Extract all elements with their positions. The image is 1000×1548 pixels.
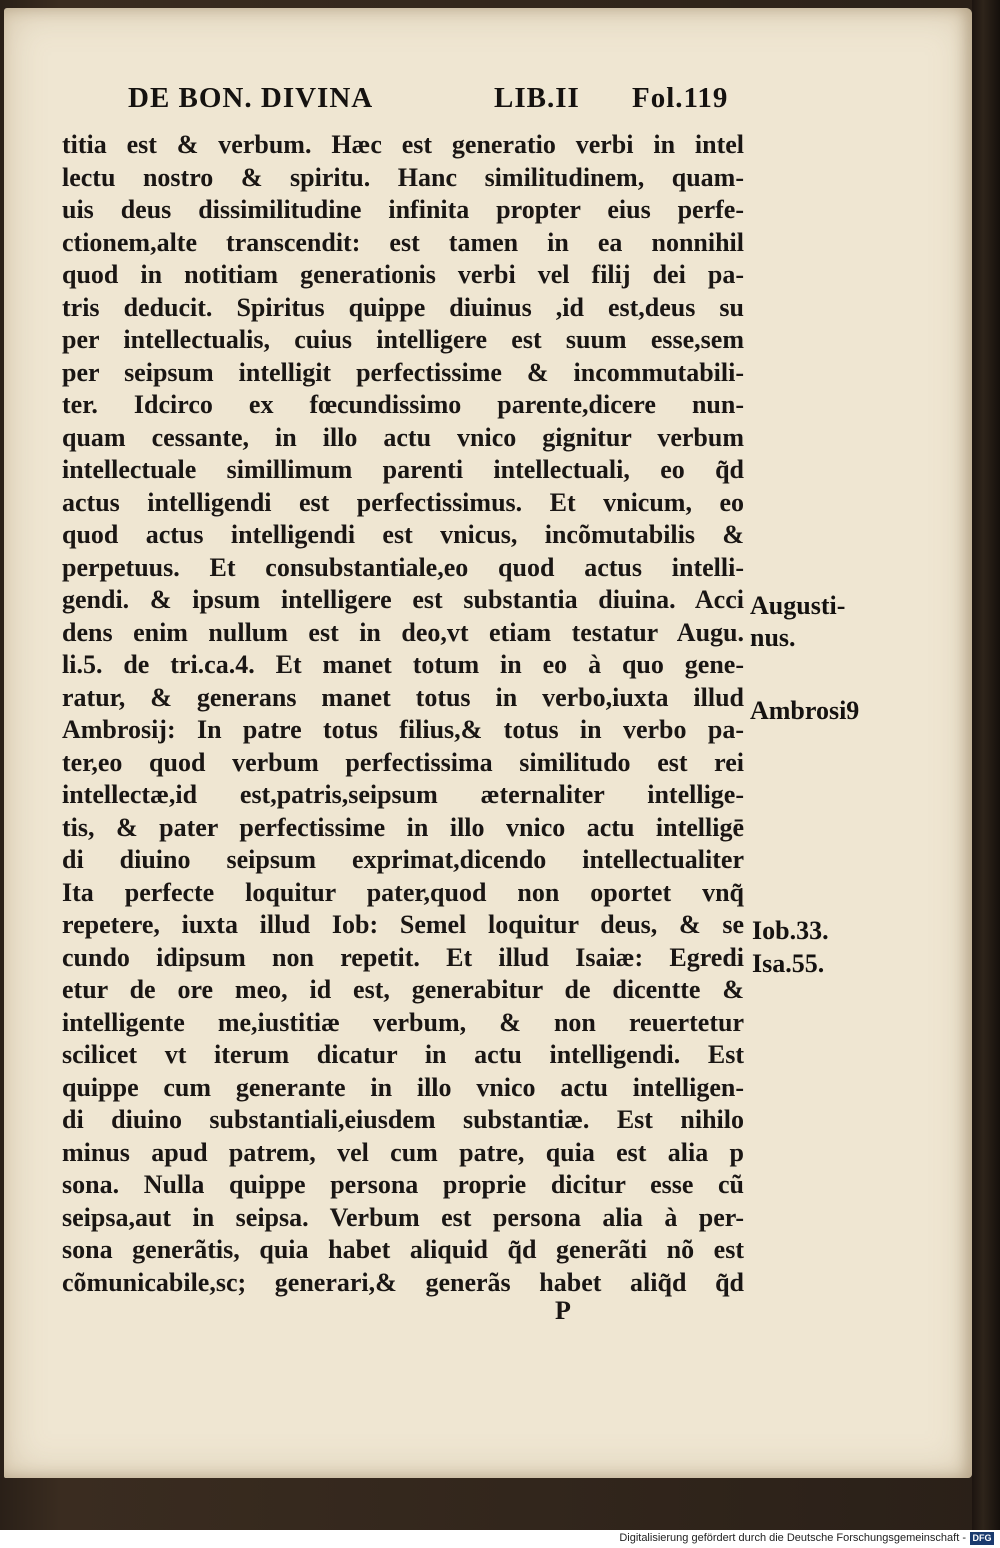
text-line: per seipsum intelligit perfectissime & incommutabili- [62, 357, 744, 387]
signature-mark: P [555, 1296, 571, 1325]
text-line: di diuino seipsum exprimat,dicendo intellectualiter [62, 845, 744, 874]
footer-credit: Digitalisierung gefördert durch die Deutsche Forschungsgemeinschaft - [619, 1532, 966, 1544]
text-line: etur de ore meo, id est, generabitur de dicentte & [62, 975, 744, 1004]
margin-note-isa: Isa.55. [752, 949, 825, 978]
text-line: cõmunicabile,sc; generari,& generãs habet aliq̃d q̃d [62, 1267, 744, 1297]
text-line: quod actus intelligendi est vnicus, incõmutabilis & [62, 520, 744, 549]
text-line: quod in notitiam generationis verbi vel filij dei pa- [62, 260, 744, 289]
dfg-logo: DFG [970, 1532, 994, 1545]
text-line: tis, & pater perfectissime in illo vnico actu intelligē [62, 812, 744, 842]
text-line: quam cessante, in illo actu vnico gignitur verbum [62, 422, 744, 452]
scan-edge [972, 0, 1000, 1530]
text-line: scilicet vt iterum dicatur in actu intelligendi. Est [62, 1040, 744, 1069]
text-line: li.5. de tri.ca.4. Et manet totum in eo à quo gene- [62, 650, 744, 679]
text-line: dens enim nullum est in deo,vt etiam testatur Augu. [62, 617, 744, 647]
text-line: Ambrosij: In patre totus filius,& totus in verbo pa- [62, 715, 744, 744]
text-line: minus apud patrem, vel cum patre, quia est alia p [62, 1137, 744, 1167]
text-line: sona generãtis, quia habet aliquid q̃d generãti nõ est [62, 1235, 744, 1264]
text-line: intelligente me,iustitiæ verbum, & non reuertetur [62, 1007, 744, 1037]
text-line: Ita perfecte loquitur pater,quod non oportet vnq̃ [62, 877, 744, 907]
text-line: lectu nostro & spiritu. Hanc similitudinem, quam- [62, 162, 744, 192]
body-text [62, 129, 744, 1299]
text-line: per intellectualis, cuius intelligere est suum esse,sem [62, 325, 744, 354]
text-line: perpetuus. Et consubstantiale,eo quod actus intelli- [62, 552, 744, 582]
margin-note-ambrosius: Ambrosi9 [750, 696, 860, 725]
text-line: di diuino substantiali,eiusdem substantiæ. Est nihilo [62, 1105, 744, 1134]
text-line: gendi. & ipsum intelligere est substantia diuina. Acci [62, 585, 744, 614]
header-book: LIB.II [494, 82, 580, 114]
text-line: intellectuale simillimum parenti intellectuali, eo q̃d [62, 455, 744, 484]
margin-note-line: nus. [750, 623, 796, 652]
folio-number: Fol.119 [632, 82, 729, 114]
text-line: titia est & verbum. Hæc est generatio verbi in intel [62, 130, 744, 159]
text-line: ter. Idcirco ex fœcundissimo parente,dicere nun- [62, 390, 744, 419]
running-header [128, 82, 740, 122]
text-line: ctionem,alte transcendit: est tamen in ea nonnihil [62, 227, 744, 257]
margin-note-line: Augusti- [750, 591, 846, 620]
text-line: tris deducit. Spiritus quippe diuinus ,id est,deus su [62, 292, 744, 322]
text-line: uis deus dissimilitudine infinita propter eius perfe- [62, 195, 744, 224]
margin-note-iob: Iob.33. [752, 916, 829, 945]
text-line: actus intelligendi est perfectissimus. Et vnicum, eo [62, 487, 744, 517]
text-line: cundo idipsum non repetit. Et illud Isaiæ: Egredi [62, 942, 744, 972]
text-line: sona. Nulla quippe persona proprie dicitur esse cũ [62, 1170, 744, 1199]
margin-note-augustinus [750, 590, 845, 654]
header-title: DE BON. DIVINA [128, 82, 374, 114]
text-line: repetere, iuxta illud Iob: Semel loquitur deus, & se [62, 910, 744, 939]
text-line: ter,eo quod verbum perfectissima similitudo est rei [62, 747, 744, 777]
text-line: ratur, & generans manet totus in verbo,iuxta illud [62, 682, 744, 712]
text-line: intellectæ,id est,patris,seipsum æternaliter intellige- [62, 780, 744, 809]
text-line: quippe cum generante in illo vnico actu intelligen- [62, 1072, 744, 1102]
text-line: seipsa,aut in seipsa. Verbum est persona alia à per- [62, 1202, 744, 1232]
